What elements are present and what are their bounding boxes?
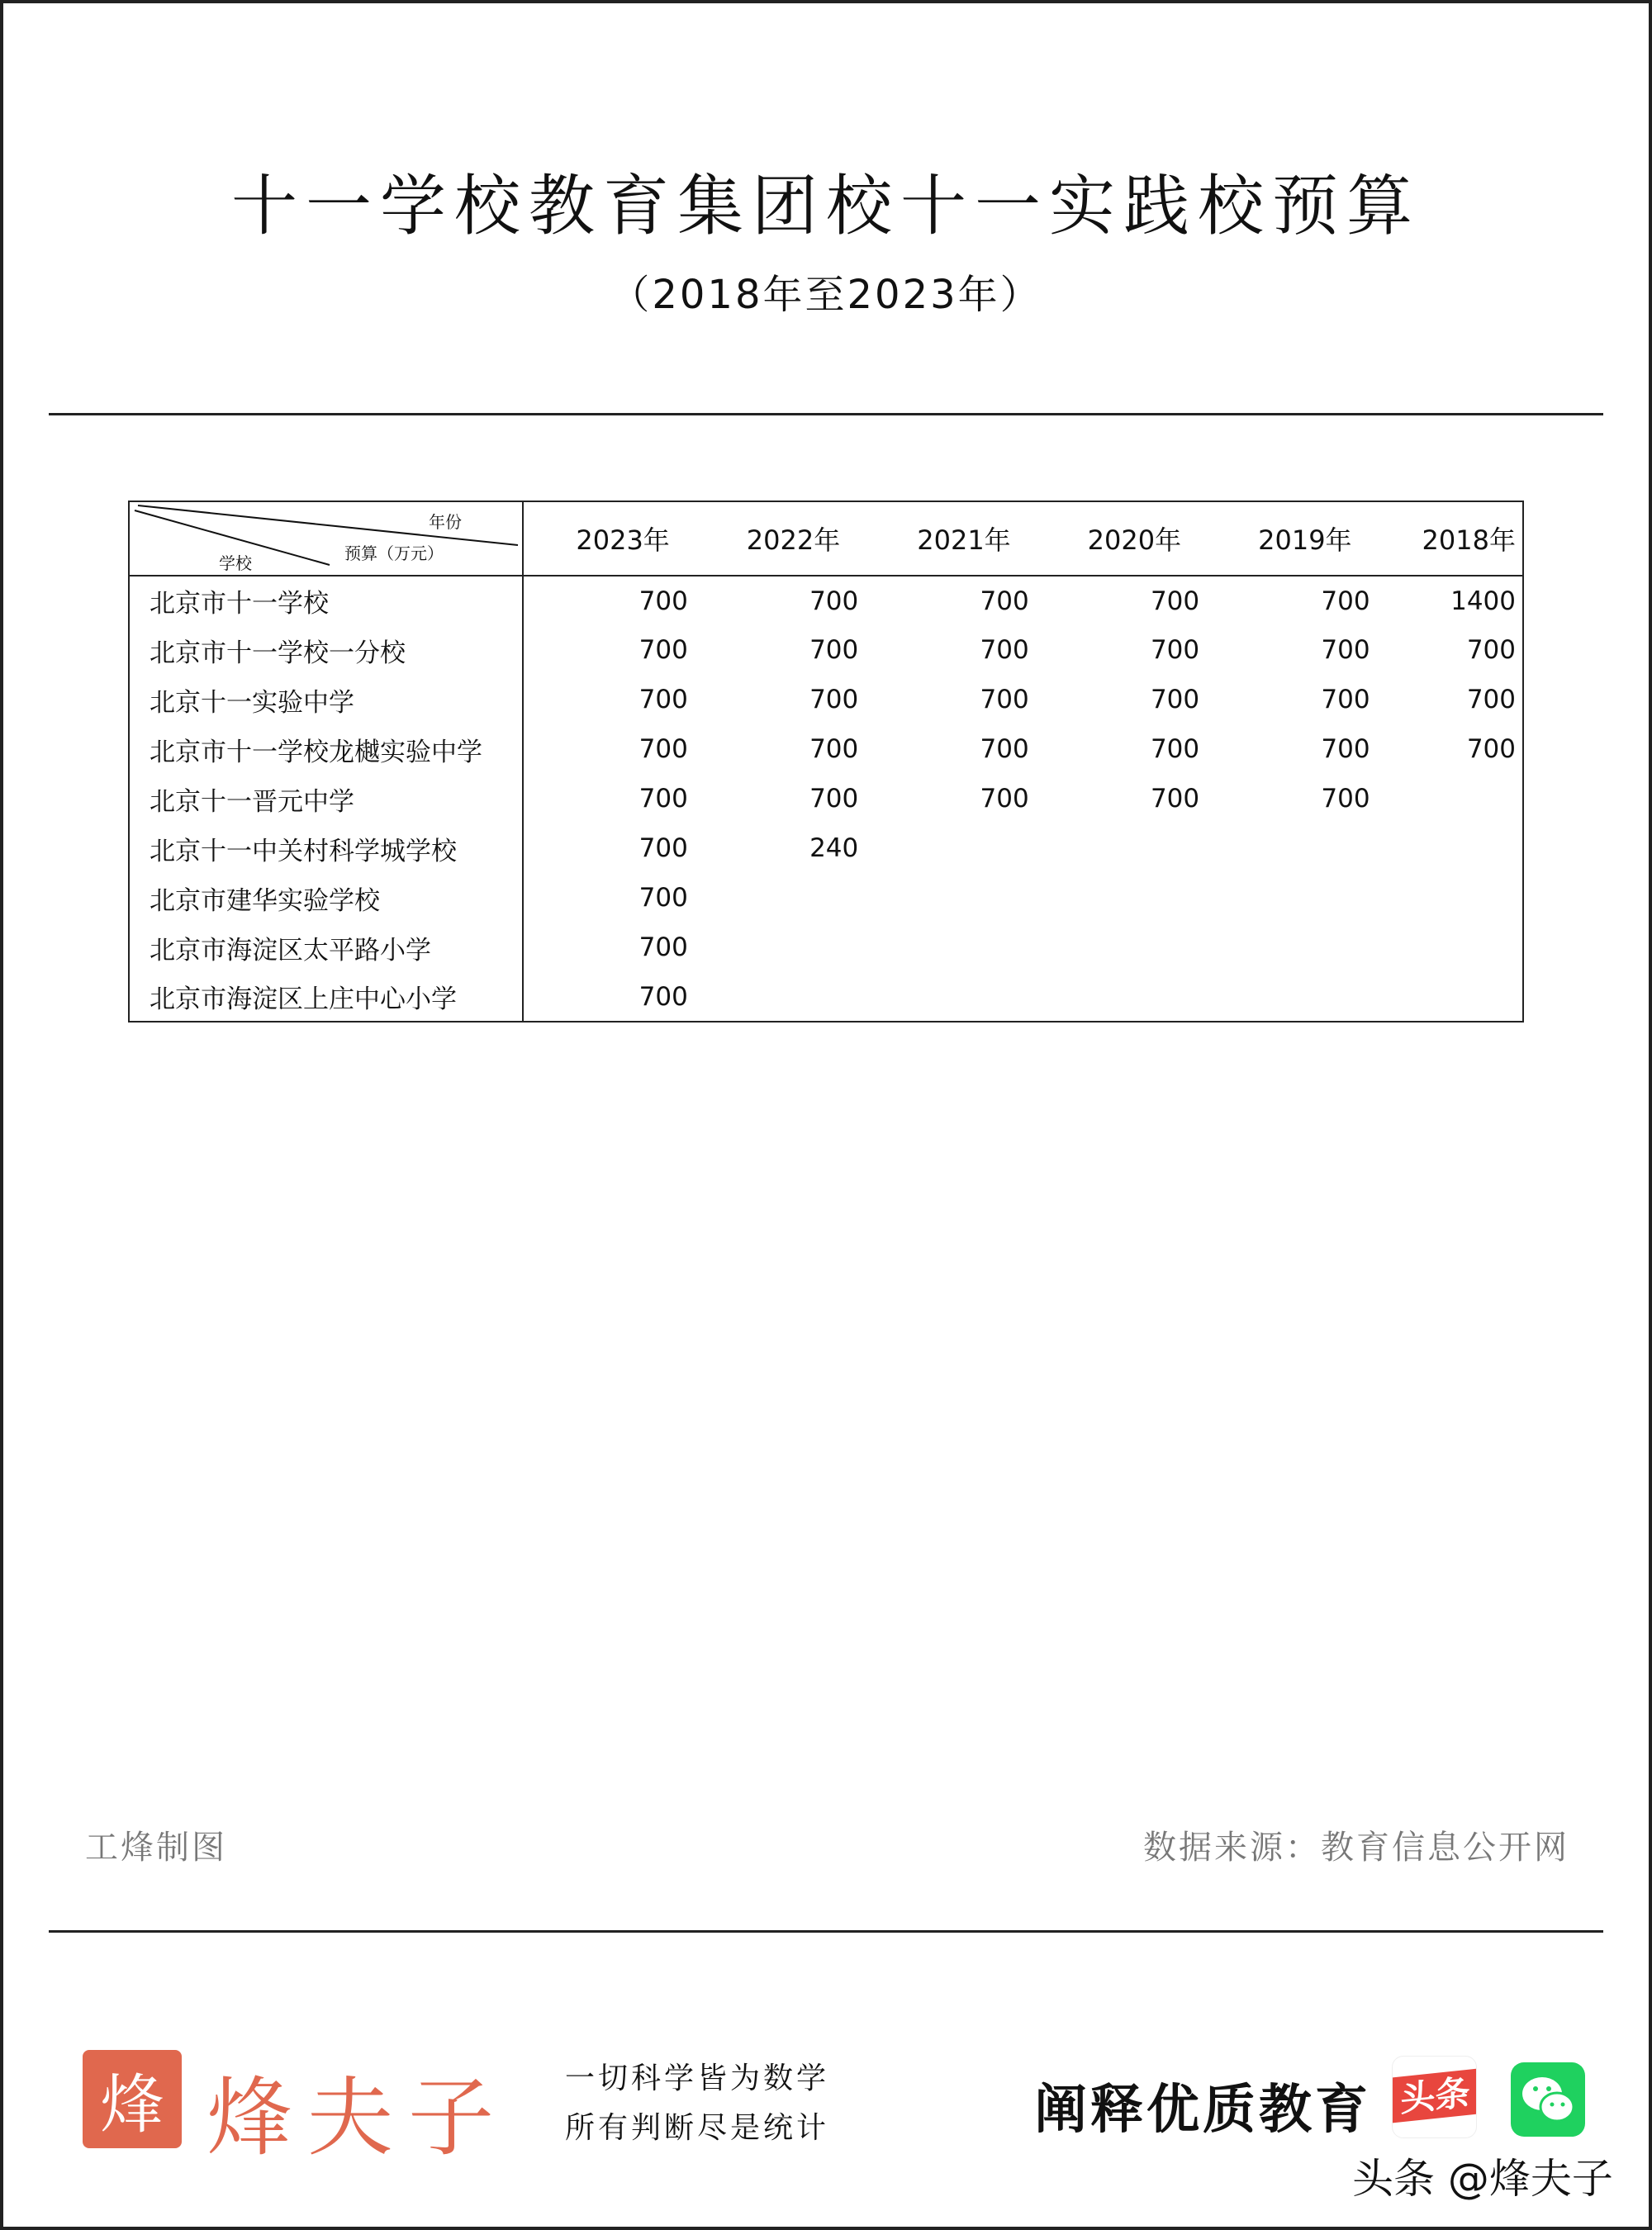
budget-value: [1377, 774, 1523, 823]
budget-value: 700: [1150, 685, 1200, 714]
table-row: [129, 675, 1523, 724]
budget-value: [1036, 972, 1206, 1022]
budget-value: [865, 873, 1035, 923]
year-header: 2020年: [1036, 501, 1206, 576]
divider-bottom: [49, 1930, 1603, 1933]
school-name: 北京市建华实验学校: [129, 873, 523, 923]
table-row: [129, 823, 1523, 873]
year-header: 2018年: [1377, 501, 1523, 576]
budget-value: 700: [638, 784, 688, 814]
budget-value: [1206, 873, 1376, 923]
tagline: 阐释优质教育: [1034, 2080, 1371, 2141]
budget-value: 700: [980, 784, 1029, 814]
diagonal-header-cell: [129, 501, 523, 576]
budget-value: 700: [1466, 685, 1516, 714]
budget-value: 700: [638, 685, 688, 714]
budget-value: 700: [1321, 734, 1370, 764]
school-name: 北京市十一学校一分校: [129, 625, 523, 675]
budget-value: [695, 873, 865, 923]
budget-value: 700: [1150, 635, 1200, 665]
budget-value: 700: [1466, 635, 1516, 665]
budget-value: 700: [980, 635, 1029, 665]
budget-value: 700: [809, 734, 859, 764]
budget-value: [1036, 823, 1206, 873]
school-name: 北京市海淀区上庄中心小学: [129, 972, 523, 1022]
page-title: 十一学校教育集团校十一实践校预算: [231, 168, 1421, 244]
school-name: 北京市十一学校: [129, 576, 523, 625]
page-subtitle: （2018年至2023年）: [610, 272, 1042, 318]
budget-value: [1377, 823, 1523, 873]
budget-value: 700: [980, 734, 1029, 764]
school-name: 北京十一实验中学: [129, 675, 523, 724]
table-row: [129, 774, 1523, 823]
slogan-line-1: 一切科学皆为数学: [565, 2062, 830, 2095]
budget-value: 700: [1321, 784, 1370, 814]
budget-value: 700: [809, 685, 859, 714]
budget-value: [865, 972, 1035, 1022]
budget-value: 700: [980, 586, 1029, 616]
budget-value: 700: [1321, 635, 1370, 665]
year-header: 2019年: [1206, 501, 1376, 576]
watermark: 头条 @烽夫子: [1352, 2155, 1613, 2203]
table-row: [129, 873, 1523, 923]
budget-value: 700: [638, 734, 688, 764]
corner-label-school: 学校: [219, 553, 252, 573]
data-source: 数据来源：教育信息公开网: [1143, 1829, 1569, 1867]
budget-value: [695, 972, 865, 1022]
table-row: [129, 724, 1523, 774]
budget-value: [865, 923, 1035, 972]
table-row: [129, 923, 1523, 972]
school-name: 北京市海淀区太平路小学: [129, 923, 523, 972]
budget-value: 700: [809, 635, 859, 665]
brand-name: 烽夫子: [206, 2067, 510, 2168]
table-header-row: [129, 501, 1523, 576]
budget-value: 700: [1466, 734, 1516, 764]
budget-value: 700: [809, 586, 859, 616]
budget-value: 700: [1321, 586, 1370, 616]
budget-value: [1206, 923, 1376, 972]
year-header: 2022年: [695, 501, 865, 576]
budget-value: 1400: [1450, 586, 1516, 616]
budget-value: 700: [809, 784, 859, 814]
budget-value: [1377, 923, 1523, 972]
table-row: [129, 972, 1523, 1022]
budget-value: [1206, 823, 1376, 873]
slogan-line-2: 所有判断尽是统计: [565, 2111, 830, 2145]
school-name: 北京十一晋元中学: [129, 774, 523, 823]
budget-value: 700: [1150, 734, 1200, 764]
budget-value: [1377, 873, 1523, 923]
corner-label-budget: 预算（万元）: [344, 543, 444, 563]
budget-value: 700: [638, 635, 688, 665]
logo-char: 烽: [99, 2067, 164, 2142]
diagonal-lines: [130, 502, 524, 576]
divider-top: [49, 413, 1603, 415]
wechat-icon: [1511, 2062, 1585, 2137]
year-header: 2021年: [865, 501, 1035, 576]
budget-value: [695, 923, 865, 972]
budget-value: [865, 823, 1035, 873]
budget-value: [1206, 972, 1376, 1022]
budget-value: 700: [1321, 685, 1370, 714]
budget-value: 700: [638, 883, 688, 913]
school-name: 北京市十一学校龙樾实验中学: [129, 724, 523, 774]
toutiao-icon: [1392, 2056, 1477, 2138]
corner-label-year: 年份: [429, 512, 462, 532]
budget-value: 700: [980, 685, 1029, 714]
budget-value: 700: [638, 586, 688, 616]
school-name: 北京十一中关村科学城学校: [129, 823, 523, 873]
budget-table: [128, 501, 1524, 1022]
year-header: 2023年: [523, 501, 695, 576]
budget-value: [1377, 972, 1523, 1022]
author-credit: 工烽制图: [85, 1829, 227, 1867]
brand-logo: [83, 2050, 182, 2148]
table-row: [129, 576, 1523, 625]
budget-value: 700: [1150, 586, 1200, 616]
budget-value: [1036, 873, 1206, 923]
budget-value: 700: [1150, 784, 1200, 814]
budget-value: 700: [638, 981, 688, 1012]
toutiao-label: 头条: [1393, 2069, 1477, 2123]
budget-value: 240: [809, 833, 859, 863]
table-row: [129, 625, 1523, 675]
budget-value: 700: [638, 932, 688, 962]
budget-value: [1036, 923, 1206, 972]
budget-value: 700: [638, 833, 688, 863]
